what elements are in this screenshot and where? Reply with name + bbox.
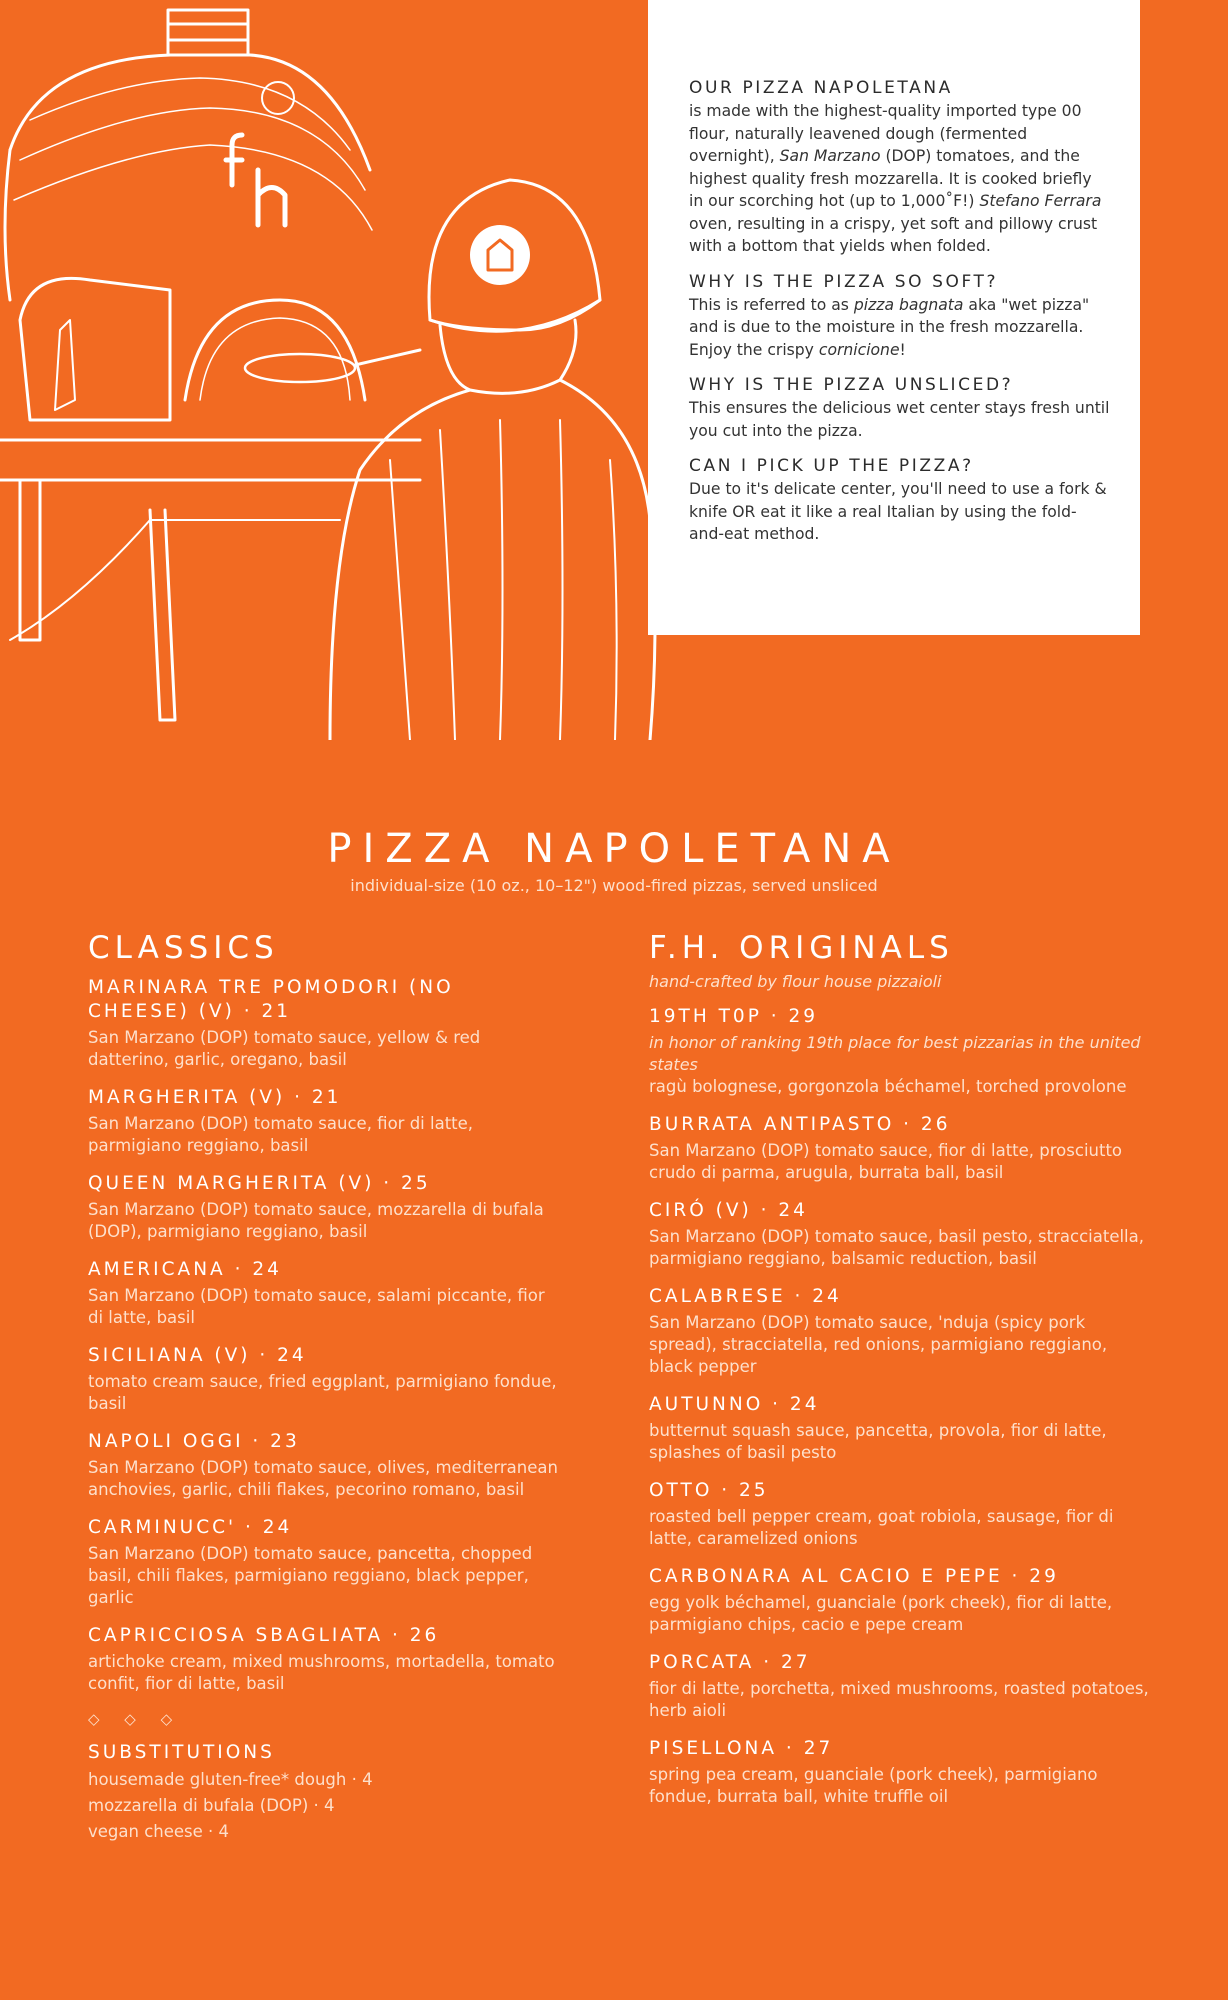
menu-item-description: San Marzano (DOP) tomato sauce, 'nduja (spicy pork spread), stracciatella, red onions, parmigiano reggiano, black pepper [649, 1313, 1108, 1376]
menu-item [88, 1258, 558, 1329]
menu-item [649, 1479, 1149, 1550]
menu-item-description: spring pea cream, guanciale (pork cheek), parmigiano fondue, burrata ball, white truffle oil [649, 1765, 1098, 1806]
info-answer-soft: This is referred to as pizza bagnata aka "wet pizza" and is due to the moisture in the fresh mozzarella. Enjoy the crispy cornicione! [689, 295, 1090, 359]
menu-item-description: San Marzano (DOP) tomato sauce, mozzarella di bufala (DOP), parmigiano reggiano, basil [88, 1200, 544, 1241]
menu-item-description: artichoke cream, mixed mushrooms, mortadella, tomato confit, fior di latte, basil [88, 1652, 555, 1693]
menu-item-description: tomato cream sauce, fried eggplant, parmigiano fondue, basil [88, 1372, 557, 1413]
menu-item-description: roasted bell pepper cream, goat robiola, sausage, fior di latte, caramelized onions [649, 1507, 1114, 1548]
menu-item-name: SICILIANA (V) · 24 [88, 1345, 307, 1366]
menu-item-name: MARGHERITA (V) · 21 [88, 1087, 342, 1108]
pizza-oven-chef-illustration [0, 0, 660, 740]
menu-title: PIZZA NAPOLETANA [327, 826, 901, 872]
classics-heading: CLASSICS [88, 930, 279, 966]
substitution-item: mozzarella di bufala (DOP) · 4 [88, 1796, 335, 1815]
info-question-pickup: CAN I PICK UP THE PIZZA? [689, 456, 974, 476]
menu-item-description: ragù bolognese, gorgonzola béchamel, torched provolone [649, 1077, 1127, 1096]
menu-item-description: San Marzano (DOP) tomato sauce, yellow & red datterino, garlic, oregano, basil [88, 1028, 481, 1069]
menu-item [88, 1624, 558, 1695]
menu-item-name: CARMINUCC' · 24 [88, 1517, 293, 1538]
menu-item-name: MARINARA TRE POMODORI (NO CHEESE) (V) · 21 [88, 977, 454, 1022]
info-title: OUR PIZZA NAPOLETANA [689, 78, 953, 98]
info-intro: is made with the highest-quality imported type 00 flour, naturally leavened dough (fermented overnight), San Marzano (DOP) tomatoes, and the highest quality fresh mozzarella. It is cooked briefly in our scorching hot (up to 1,000˚F!) Stefano Ferrara oven, resulting in a crispy, yet soft and pillowy crust with a bottom that yields when folded. [689, 102, 1102, 255]
originals-heading: F.H. ORIGINALS [649, 930, 954, 966]
menu-item-name: PORCATA · 27 [649, 1652, 811, 1673]
menu-item-description: egg yolk béchamel, guanciale (pork cheek), fior di latte, parmigiano chips, cacio e pepe cream [649, 1593, 1113, 1634]
menu-item [649, 1651, 1149, 1722]
substitution-item: housemade gluten-free* dough · 4 [88, 1770, 373, 1789]
menu-item-description: San Marzano (DOP) tomato sauce, fior di latte, prosciutto crudo di parma, arugula, burrata ball, basil [649, 1141, 1123, 1182]
menu-item [88, 1172, 558, 1243]
menu-item [649, 1005, 1149, 1098]
menu-item [88, 1344, 558, 1415]
menu-item-note: in honor of ranking 19th place for best pizzarias in the united states [649, 1033, 1141, 1074]
info-question-soft: WHY IS THE PIZZA SO SOFT? [689, 271, 999, 292]
menu-item-name: 19TH T0P · 29 [649, 1006, 819, 1027]
menu-item [649, 1113, 1149, 1184]
menu-item-description: San Marzano (DOP) tomato sauce, pancetta, chopped basil, chili flakes, parmigiano reggiano, black pepper, garlic [88, 1544, 533, 1607]
menu-item-description: San Marzano (DOP) tomato sauce, fior di latte, parmigiano reggiano, basil [88, 1114, 474, 1155]
menu-item-name: CIRÓ (V) · 24 [649, 1200, 808, 1221]
substitution-item: vegan cheese · 4 [88, 1822, 230, 1841]
menu-item [649, 1285, 1149, 1378]
substitutions-heading: SUBSTITUTIONS [88, 1742, 275, 1763]
menu-item [88, 976, 558, 1071]
menu-item [649, 1565, 1149, 1636]
menu-item-name: QUEEN MARGHERITA (V) · 25 [88, 1173, 431, 1194]
menu-item [88, 1086, 558, 1157]
info-question-unsliced: WHY IS THE PIZZA UNSLICED? [689, 375, 1014, 395]
menu-item [649, 1393, 1149, 1464]
menu-item-description: San Marzano (DOP) tomato sauce, basil pesto, stracciatella, parmigiano reggiano, balsamic reduction, basil [649, 1227, 1144, 1268]
menu-item-name: OTTO · 25 [649, 1480, 769, 1501]
menu-item-description: butternut squash sauce, pancetta, provola, fior di latte, splashes of basil pesto [649, 1421, 1107, 1462]
originals-section [649, 930, 1149, 1823]
menu-subtitle: individual-size (10 oz., 10–12") wood-fired pizzas, served unsliced [350, 876, 878, 895]
menu-item-name: CALABRESE · 24 [649, 1286, 842, 1307]
menu-item-name: AMERICANA · 24 [88, 1259, 282, 1280]
menu-item-description: fior di latte, porchetta, mixed mushrooms, roasted potatoes, herb aioli [649, 1679, 1149, 1720]
menu-item [88, 1516, 558, 1609]
menu-item [88, 1430, 558, 1501]
menu-item-name: CAPRICCIOSA SBAGLIATA · 26 [88, 1625, 440, 1646]
info-answer-pickup: Due to it's delicate center, you'll need to use a fork & knife OR eat it like a real Italian by using the fold-and-eat method. [689, 480, 1107, 543]
classics-list [88, 976, 558, 1695]
menu-item-name: PISELLONA · 27 [649, 1738, 834, 1759]
menu-item-description: San Marzano (DOP) tomato sauce, salami piccante, fior di latte, basil [88, 1286, 545, 1327]
menu-item-name: CARBONARA AL CACIO E PEPE · 29 [649, 1566, 1059, 1587]
menu-item-description: San Marzano (DOP) tomato sauce, olives, mediterranean anchovies, garlic, chili flakes, pecorino romano, basil [88, 1458, 558, 1499]
menu-item-name: NAPOLI OGGI · 23 [88, 1431, 300, 1452]
originals-list [649, 1005, 1149, 1808]
menu-item [649, 1199, 1149, 1270]
menu-item-name: BURRATA ANTIPASTO · 26 [649, 1114, 951, 1135]
substitutions-list [88, 1767, 558, 1845]
classics-section [88, 930, 558, 1845]
section-divider: ◇ ◇ ◇ [88, 1710, 183, 1728]
menu-item [649, 1737, 1149, 1808]
info-panel [648, 0, 1140, 635]
info-answer-unsliced: This ensures the delicious wet center stays fresh until you cut into the pizza. [689, 399, 1110, 440]
originals-note: hand-crafted by flour house pizzaioli [649, 972, 942, 991]
menu-item-name: AUTUNNO · 24 [649, 1394, 820, 1415]
